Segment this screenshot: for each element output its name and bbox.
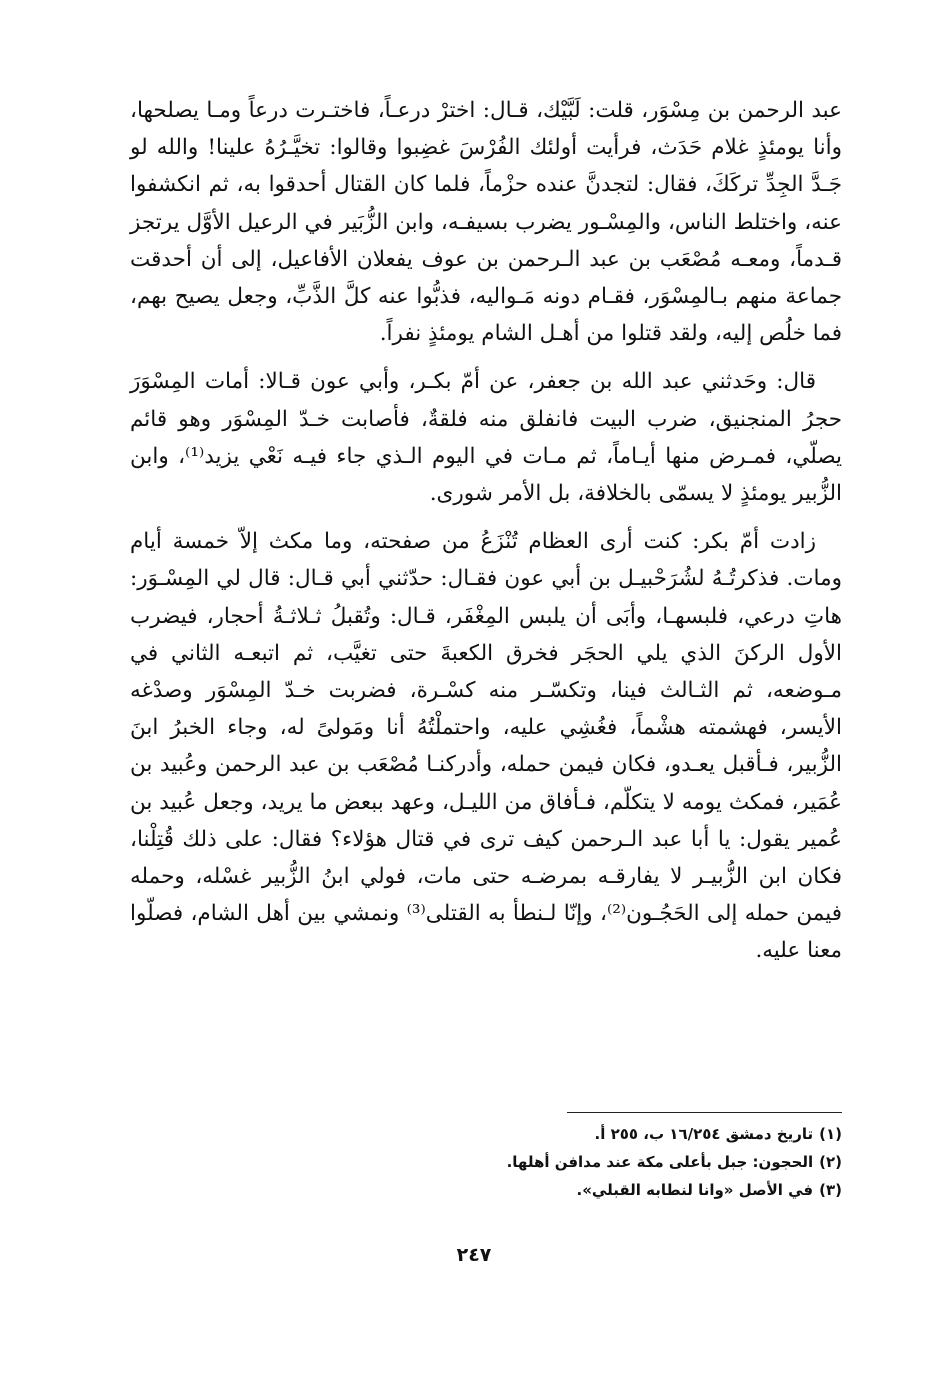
main-text	[130, 92, 842, 981]
footnote-3	[470, 1176, 842, 1204]
footnotes	[470, 1120, 842, 1204]
footnote-text: في الأصل «وانا لنطابه القبلي».	[576, 1181, 814, 1199]
footnote-number: (٢)	[819, 1153, 842, 1171]
footnote-text: الحجون: جبل بأعلى مكة عند مدافن أهلها.	[506, 1153, 814, 1171]
footnote-text: تاريخ دمشق ١٦/٢٥٤ ب، ٢٥٥ أ.	[594, 1125, 814, 1143]
footnote-number: (١)	[819, 1125, 842, 1143]
footnote-divider	[567, 1112, 842, 1113]
page-number: ٢٤٧	[456, 1244, 492, 1266]
footnote-number: (٣)	[819, 1181, 842, 1199]
footnote-2	[470, 1148, 842, 1176]
paragraph-2: قال: وحَدثني عبد الله بن جعفر، عن أمّ بكـر، وأبي عون قـالا: أمات المِسْوَرَ حجرُ المنجنيق، ضرب البيت فانفلق منه فلقةٌ، فأصابت خـدّ المِسْوَر وهو قائم يصلّي، فمـرض منها أيـاماً، ثم مـات في اليوم الـذي جاء فيـه نَعْي يزيد⁽¹⁾، وابن الزُّبير يومئذٍ لا يسمّى بالخلافة، بل الأمر شورى.	[130, 369, 842, 507]
paragraph-3: زادت أمّ بكر: كنت أرى العظام تُنْزَعُ من صفحته، وما مكث إلاّ خمسة أيام ومات. فذكرتُـهُ لشُرَحْبيـل بن أبي عون فقـال: حدّثني أبي قـال: قال لي المِسْـوَر: هاتِ درعي، فلبسهـا، وأبَى أن يلبس المِغْفَر، قـال: وتُقبلُ ثـلاثـةُ أحجار، فيضرب الأول الركنَ الذي يلي الحجَر فخرق الكعبةَ حتى تغيَّب، ثم اتبعـه الثاني في مـوضعه، ثم الثـالث فينا، وتكسّـر منه كسْـرة، فضربت خـدّ المِسْوَر وصدْغه الأيسر، فهشمته هشْماً، فغُشِي عليه، واحتملْتُهُ أنا ومَولىً له، وجاء الخبرُ ابنَ الزُّبير، فـأقبل يعـدو، فكان فيمن حمله، وأدركنـا مُصْعَب بن عبد الرحمن وعُبيد بن عُمَير، فمكث يومه لا يتكلّم، فـأفاق من الليـل، وعهد ببعض ما يريد، وجعل عُبيد بن عُمير يقول: يا أبا عبد الـرحمن كيف ترى في قتال هؤلاء؟ فقال: على ذلك قُتِلْنا، فكان ابن الزُّبيـر لا يفارقـه بمرضـه حتى مات، فولي ابنُ الزُّبير غسْله، وحمله فيمن حمله إلى الحَجُـون⁽²⁾، وإنّا لـنطأ به القتلى⁽³⁾ ونمشي بين أهل الشام، فصلّوا معنا عليه.	[130, 529, 842, 964]
paragraph-1: عبد الرحمن بن مِسْوَر، قلت: لَبَّيْك، قـال: اخترْ درعـاً، فاختـرت درعاً ومـا يصلحها، وأنا يومئذٍ غلام حَدَث، فرأيت أولئك الفُرْسَ غضِبوا وقالوا: تخيَّـرُهُ علينا! والله لو جَـدَّ الجِدِّ تركَكَ، فقال: لتجدنَّ عنده حزْماً، فلما كان القتال أحدقوا به، ثم انكشفوا عنه، واختلط الناس، والمِسْـور يضرب بسيفـه، وابن الزُّبَير في الرعيل الأوَّل يرتجز قـدماً، ومعـه مُصْعَب بن عبد الـرحمن بن عوف يفعلان الأفاعيل، إلى أن أحدقت جماعة منهم بـالمِسْوَر، فقـام دونه مَـواليه، فذبُّوا عنه كلَّ الذَّبِّ، وجعل يصيح بهم، فما خلُص إليه، ولقد قتلوا من أهـل الشام يومئذٍ نفراً.	[130, 98, 842, 347]
footnote-1	[470, 1120, 842, 1148]
